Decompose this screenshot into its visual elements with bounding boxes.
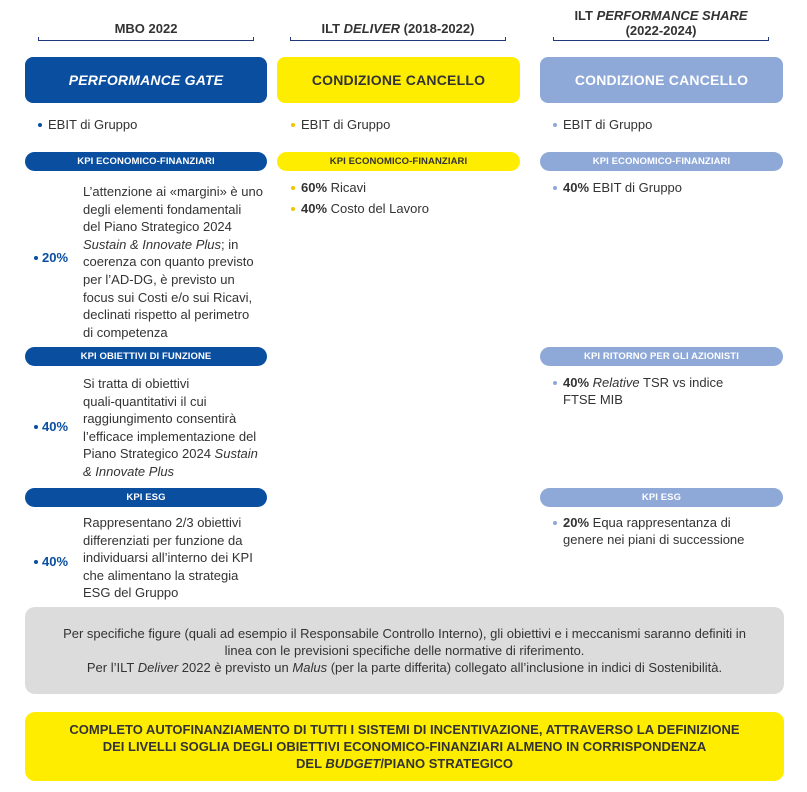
gate-box-deliver <box>277 57 520 103</box>
gate-item-share-text: EBIT di Gruppo <box>563 117 653 132</box>
desc-line: ESG del Gruppo <box>83 585 179 601</box>
column-title-deliver-prefix: ILT <box>321 21 344 36</box>
bullet-icon <box>38 123 42 127</box>
desc-mbo-econ <box>83 183 268 341</box>
pill-kpi-esg-label: KPI ESG <box>641 492 682 503</box>
pill-kpi-econ-deliver <box>277 152 520 171</box>
note-italic: Deliver <box>137 660 179 675</box>
footer-line: COMPLETO AUTOFINANZIAMENTO DI TUTTI I SISTEMI DI INCENTIVAZIONE, ATTRAVERSO LA DEFINIZIONE <box>69 722 740 737</box>
weight-mbo-funzione-value: 40% <box>42 419 69 434</box>
desc-line: per l’AD-DG, è previsto un <box>83 271 235 287</box>
column-bracket-mbo <box>38 36 254 41</box>
desc-line: degli elementi fondamentali <box>83 201 242 217</box>
desc-line: Rappresentano 2/3 obiettivi <box>83 515 242 530</box>
bullet-icon <box>34 425 38 429</box>
note-box <box>25 607 784 694</box>
gate-label-deliver: CONDIZIONE CANCELLO <box>311 72 486 88</box>
column-header-share <box>553 8 769 38</box>
deliver-kpi-pct: 60% <box>301 180 328 195</box>
gate-item-deliver <box>291 116 390 133</box>
note-line <box>87 659 722 676</box>
pill-kpi-econ-mbo <box>25 152 267 171</box>
share-kpi-pct: 40% <box>563 375 590 390</box>
pill-kpi-econ-mbo-label: KPI ECONOMICO-FINANZIARI <box>77 156 215 167</box>
column-title-share-prefix: ILT <box>574 8 597 23</box>
desc-line: focus sui Costi e/o sui Ricavi, <box>83 289 253 305</box>
column-title-share-italic: PERFORMANCE SHARE <box>596 8 748 23</box>
column-header-mbo <box>38 21 254 36</box>
footer-box <box>25 712 784 781</box>
gate-item-deliver-text: EBIT di Gruppo <box>301 117 391 132</box>
share-kpi-text: TSR vs indice <box>639 375 724 390</box>
desc-line <box>83 463 273 481</box>
column-title-deliver-italic: DELIVER <box>343 21 401 36</box>
note-text: (per la parte differita) collegato all’inclusione in indici di Sostenibilità. <box>327 660 723 675</box>
deliver-kpi-item <box>291 179 366 196</box>
desc-italic: Sustain & Innovate Plus <box>83 236 222 252</box>
gate-box-share <box>540 57 783 103</box>
share-kpi-text-line2: genere nei piani di successione <box>563 532 745 547</box>
share-kpi-text: EBIT di Gruppo <box>589 180 683 195</box>
pill-kpi-econ-share-label: KPI ECONOMICO-FINANZIARI <box>592 156 731 167</box>
note-italic: Malus <box>292 660 328 675</box>
deliver-kpi-text: Ricavi <box>327 180 367 195</box>
share-kpi-text-line2: FTSE MIB <box>563 392 623 407</box>
column-bracket-deliver <box>290 36 506 41</box>
desc-mbo-funzione <box>83 375 273 481</box>
deliver-kpi-text: Costo del Lavoro <box>327 201 429 216</box>
weight-mbo-econ <box>34 250 68 265</box>
note-text: Per l’ILT <box>86 660 138 675</box>
note-line: linea con le previsioni specifiche delle normative di riferimento. <box>224 643 585 658</box>
desc-plain: Piano Strategico 2024 <box>83 446 215 462</box>
desc-line <box>83 445 273 463</box>
desc-italic: Sustain <box>214 446 258 462</box>
desc-line: di competenza <box>83 324 168 340</box>
desc-line: L’attenzione ai «margini» è uno <box>83 184 263 199</box>
desc-line: individuarsi all’interno dei KPI <box>83 550 253 566</box>
pill-kpi-econ-deliver-label: KPI ECONOMICO-FINANZIARI <box>329 156 468 167</box>
weight-mbo-econ-value: 20% <box>42 250 69 265</box>
footer-line <box>296 755 513 772</box>
share-kpi-italic: Relative <box>592 375 640 390</box>
desc-line <box>83 236 268 254</box>
gate-item-share <box>553 116 652 133</box>
bullet-icon <box>291 123 295 127</box>
desc-line: Si tratta di obiettivi <box>83 376 190 391</box>
bullet-icon <box>553 186 557 190</box>
column-bracket-share <box>553 36 769 41</box>
desc-line: quali-quantitativi il cui <box>83 393 207 409</box>
column-title-deliver-suffix: (2018-2022) <box>400 21 475 36</box>
weight-mbo-esg-value: 40% <box>42 554 69 569</box>
bullet-icon <box>553 381 557 385</box>
share-kpi-ritorno-item <box>553 374 723 408</box>
bullet-icon <box>291 186 295 190</box>
pill-kpi-ritorno-label: KPI RITORNO PER GLI AZIONISTI <box>584 351 739 362</box>
gate-label-share: CONDIZIONE CANCELLO <box>574 72 749 88</box>
column-title-share-line2: (2022-2024) <box>625 23 697 38</box>
gate-item-mbo <box>38 116 137 133</box>
desc-line: che alimentano la strategia <box>83 567 239 583</box>
desc-line: declinati rispetto al perimetro <box>83 307 250 323</box>
desc-mbo-esg <box>83 514 273 602</box>
gate-box-mbo <box>25 57 267 103</box>
deliver-kpi-pct: 40% <box>301 201 328 216</box>
deliver-kpi-item <box>291 200 429 217</box>
footer-text: DEL <box>296 756 326 771</box>
desc-italic: & Innovate Plus <box>83 463 175 479</box>
bullet-icon <box>34 560 38 564</box>
pill-kpi-ritorno-share <box>540 347 783 366</box>
share-kpi-esg-item <box>553 514 744 548</box>
desc-line: raggiungimento consentirà <box>83 411 237 427</box>
pill-kpi-esg-share <box>540 488 783 507</box>
pill-kpi-esg-mbo <box>25 488 267 507</box>
desc-line: del Piano Strategico 2024 <box>83 219 232 235</box>
pill-kpi-econ-share <box>540 152 783 171</box>
desc-line: differenziati per funzione da <box>83 532 243 548</box>
desc-line: l’efficace implementazione del <box>83 428 257 444</box>
pill-kpi-esg-label: KPI ESG <box>126 492 166 503</box>
bullet-icon <box>34 256 38 260</box>
column-header-deliver <box>290 21 506 36</box>
gate-item-mbo-text: EBIT di Gruppo <box>48 117 138 132</box>
share-kpi-pct: 20% <box>563 515 590 530</box>
share-kpi-pct: 40% <box>563 180 590 195</box>
footer-line: DEI LIVELLI SOGLIA DEGLI OBIETTIVI ECONOMICO-FINANZIARI ALMENO IN CORRISPONDENZA <box>102 739 707 754</box>
bullet-icon <box>553 521 557 525</box>
bullet-icon <box>553 123 557 127</box>
weight-mbo-esg <box>34 554 68 569</box>
pill-kpi-funzione-mbo <box>25 347 267 366</box>
note-line: Per specifiche figure (quali ad esempio il Responsabile Controllo Interno), gli obiettivi e i meccanismi saranno definiti in <box>63 626 746 641</box>
footer-italic: BUDGET <box>325 756 381 771</box>
share-kpi-econ-item <box>553 179 682 196</box>
desc-after-italic: ; in <box>221 236 239 252</box>
note-text: 2022 è previsto un <box>178 660 293 675</box>
bullet-icon <box>291 207 295 211</box>
weight-mbo-funzione <box>34 419 68 434</box>
column-title-mbo: MBO 2022 <box>114 21 178 36</box>
footer-text: /PIANO STRATEGICO <box>380 756 513 771</box>
share-kpi-text: Equa rappresentanza di <box>589 515 731 530</box>
desc-line: coerenza con quanto previsto <box>83 254 254 270</box>
gate-label-mbo: PERFORMANCE GATE <box>68 72 224 88</box>
pill-kpi-funzione-label: KPI OBIETTIVI DI FUNZIONE <box>80 351 212 362</box>
